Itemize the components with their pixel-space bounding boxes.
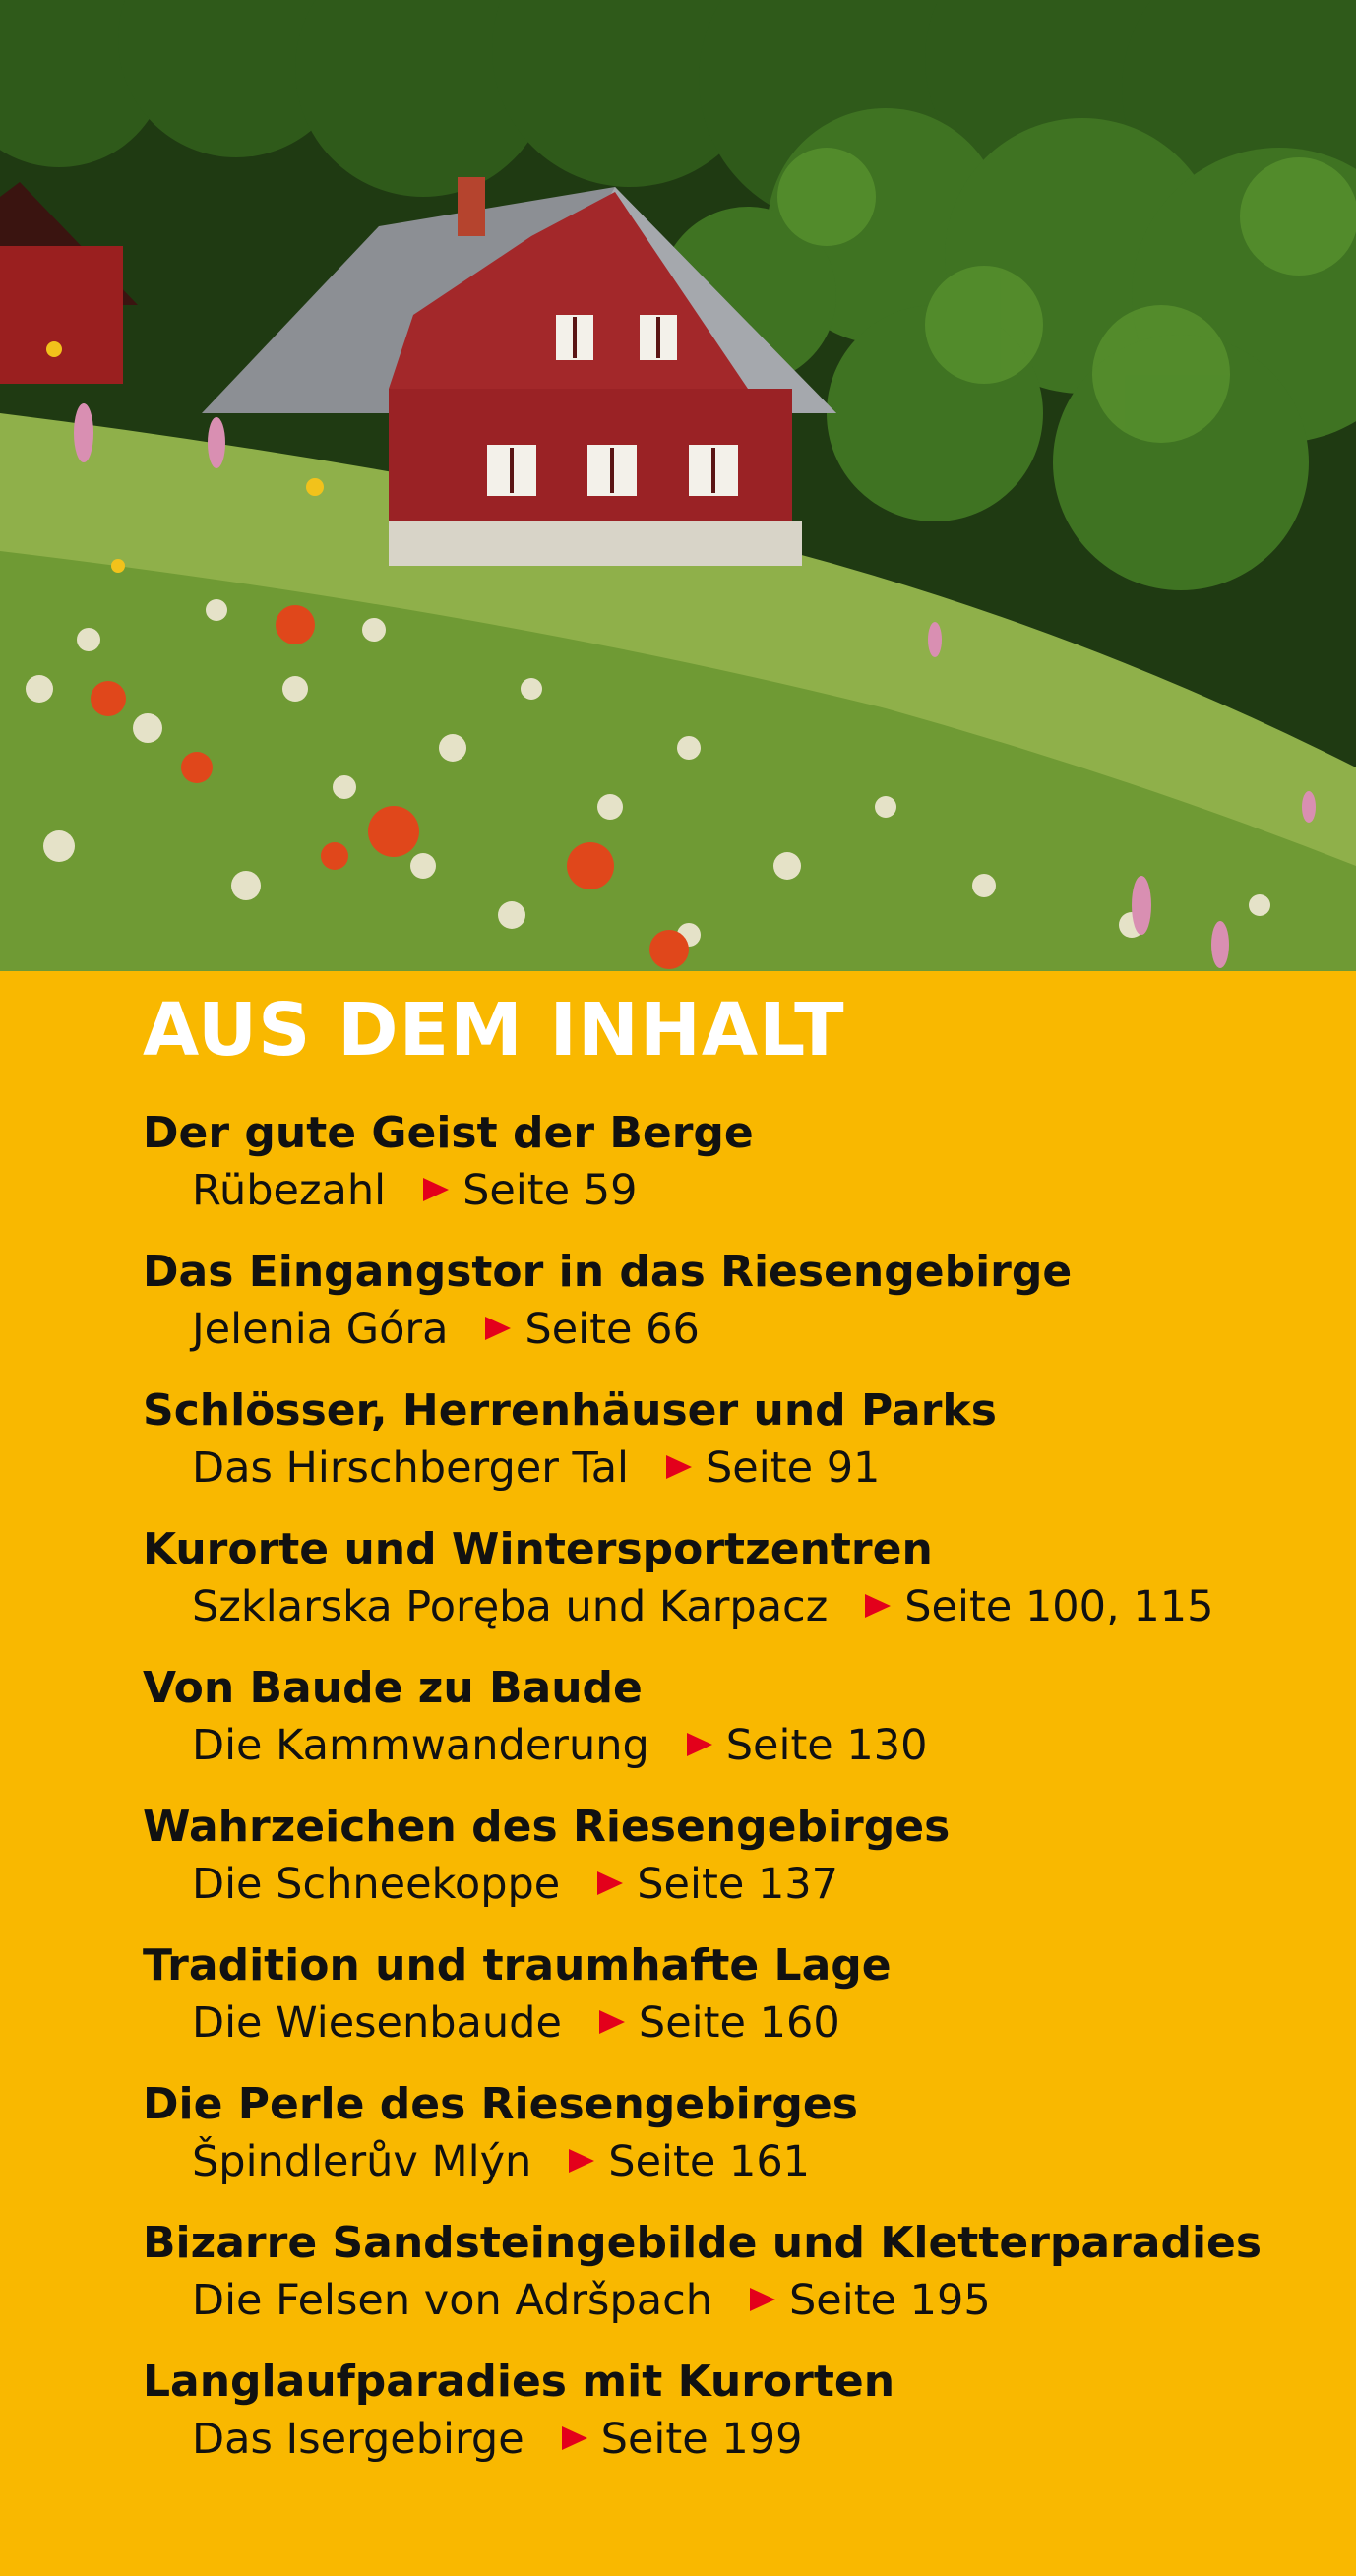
entry-title: Tradition und traumhafte Lage (143, 1940, 892, 1991)
entry-page[interactable]: Seite 59 (462, 1166, 638, 1215)
entry-subtitle: Jelenia Góra (192, 1305, 449, 1354)
red-triangle-arrow-icon (597, 1871, 623, 1895)
entry-page[interactable]: Seite 160 (638, 1998, 840, 2048)
red-triangle-arrow-icon (569, 2149, 594, 2173)
entry-page[interactable]: Seite 199 (600, 2415, 803, 2464)
entry-subtitle: Špindlerův Mlýn (192, 2137, 532, 2186)
contents-entry[interactable] (143, 1799, 1324, 1937)
red-triangle-arrow-icon (687, 1733, 712, 1756)
contents-entry[interactable] (143, 1521, 1324, 1660)
entry-subtitle: Die Wiesenbaude (192, 1998, 562, 2048)
entry-title: Der gute Geist der Berge (143, 1108, 754, 1158)
entry-subtitle-line (143, 2411, 1324, 2468)
contents-entry[interactable] (143, 1382, 1324, 1521)
entry-page[interactable]: Seite 130 (725, 1721, 928, 1770)
entry-subtitle: Die Schneekoppe (192, 1860, 561, 1909)
entry-subtitle: Die Kammwanderung (192, 1721, 649, 1770)
entry-subtitle-line (143, 1440, 1324, 1497)
entry-subtitle: Das Isergebirge (192, 2415, 524, 2464)
entry-subtitle-line (143, 1994, 1324, 2052)
red-triangle-arrow-icon (423, 1178, 449, 1201)
entry-subtitle-line (143, 1578, 1324, 1635)
red-triangle-arrow-icon (750, 2288, 775, 2311)
contents-entry[interactable] (143, 2354, 1324, 2492)
contents-entry[interactable] (143, 2076, 1324, 2215)
entry-subtitle: Das Hirschberger Tal (192, 1443, 630, 1493)
red-triangle-arrow-icon (865, 1594, 891, 1618)
entry-subtitle: Die Felsen von Adršpach (192, 2276, 712, 2325)
entry-subtitle-line (143, 1301, 1324, 1358)
entry-subtitle: Szklarska Poręba und Karpacz (192, 1582, 829, 1631)
entry-page[interactable]: Seite 195 (789, 2276, 991, 2325)
contents-entry[interactable] (143, 1244, 1324, 1382)
entry-page[interactable]: Seite 161 (608, 2137, 811, 2186)
contents-entry[interactable] (143, 1105, 1324, 1244)
entry-title: Wahrzeichen des Riesengebirges (143, 1802, 951, 1852)
contents-entry[interactable] (143, 1660, 1324, 1799)
entry-title: Bizarre Sandsteingebilde und Kletterparadies (143, 2218, 1263, 2268)
entry-title: Von Baude zu Baude (143, 1663, 643, 1713)
contents-entry[interactable] (143, 2215, 1324, 2354)
entry-subtitle-line (143, 1162, 1324, 1219)
entry-title: Kurorte und Wintersportzentren (143, 1524, 933, 1574)
entry-subtitle-line (143, 1856, 1324, 1913)
entry-title: Das Eingangstor in das Riesengebirge (143, 1247, 1073, 1297)
entry-title: Schlösser, Herrenhäuser und Parks (143, 1385, 997, 1436)
entry-subtitle-line (143, 2133, 1324, 2190)
entry-subtitle: Rübezahl (192, 1166, 387, 1215)
entry-subtitle-line (143, 2272, 1324, 2329)
contents-entry[interactable] (143, 1937, 1324, 2076)
entry-page[interactable]: Seite 91 (706, 1443, 881, 1493)
red-triangle-arrow-icon (485, 1317, 511, 1340)
entry-subtitle-line (143, 1717, 1324, 1774)
red-triangle-arrow-icon (599, 2010, 625, 2034)
hero-photo (0, 0, 1356, 971)
red-triangle-arrow-icon (562, 2426, 587, 2450)
entry-page[interactable]: Seite 137 (637, 1860, 839, 1909)
entry-page[interactable]: Seite 100, 115 (904, 1582, 1214, 1631)
entry-title: Langlaufparadies mit Kurorten (143, 2357, 895, 2407)
red-triangle-arrow-icon (666, 1455, 692, 1479)
entry-page[interactable]: Seite 66 (524, 1305, 700, 1354)
contents-list (143, 1105, 1324, 2492)
contents-heading: AUS DEM INHALT (143, 988, 845, 1073)
entry-title: Die Perle des Riesengebirges (143, 2079, 858, 2129)
contents-panel (0, 971, 1356, 2576)
